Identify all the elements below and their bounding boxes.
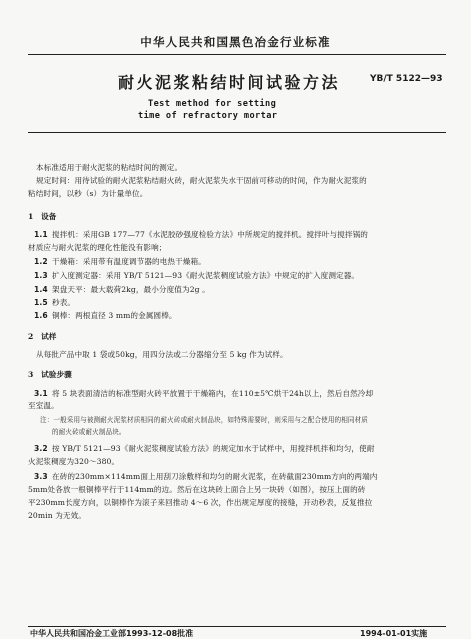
item-3-3-cont-3: 20min 为无效。 [28, 511, 86, 520]
item-3-2 [34, 443, 375, 454]
item-1-2 [34, 256, 206, 267]
item-text: 干燥箱：采用带有温度调节器的电热干燥箱。 [52, 257, 206, 266]
section-2-text: 从每批产品中取 1 袋或50kg，用四分法或二分器缩分至 5 kg 作为试样。 [36, 350, 288, 359]
intro-paragraph-1: 本标准适用于耐火泥浆的粘结时间的测定。 [36, 163, 183, 172]
item-3-3-cont-2: 平230mm长度方向，以铜棒作为滚子来回推动 4～6 次，作出规定厚度的接缝，开动秒表，反复推拉 [28, 498, 373, 507]
note-line-1: 注：一般采用与被测耐火泥浆材质相同的耐火砖或耐火制品块，如特殊需要时，则采用与之配合使用的相同材质 [40, 416, 368, 424]
item-1-1 [34, 229, 368, 240]
item-1-1-cont [28, 242, 167, 253]
effective-date: 1994-01-01实施 [360, 629, 428, 638]
item-text: 按 YB/T 5121—93《耐火泥浆稠度试验方法》的规定加水于试样中，用搅拌机拌和均匀，使耐 [52, 444, 375, 453]
english-title-line-2: time of refractory mortar [138, 111, 278, 121]
intro-paragraph-2b: 粘结时间，以秒（s）为计量单位。 [28, 189, 148, 198]
item-number: 1.5 [34, 298, 48, 307]
item-3-3 [34, 471, 377, 482]
item-text: 搅拌机：采用GB 177—77《水泥胶砂强度检验方法》中所规定的搅拌机。搅拌叶与搅拌锅的 [52, 230, 368, 239]
item-number: 1.1 [34, 230, 48, 239]
item-3-1-cont: 至室温。 [28, 401, 59, 410]
item-number: 1.6 [34, 311, 48, 320]
item-number: 3.1 [34, 389, 48, 398]
item-number: 3.3 [34, 472, 48, 481]
section-2-heading: 2 试样 [28, 332, 57, 341]
standard-title: 耐火泥浆粘结时间试验方法 [118, 73, 341, 92]
section-3-heading: 3 试验步骤 [28, 370, 72, 379]
item-text: 架盘天平：最大载荷2kg，最小分度值为2g 。 [52, 285, 210, 294]
item-text: 在砖的230mm×114mm面上用刮刀涂敷样和均匀的耐火泥浆，在砖截面230mm方向的两端内 [52, 472, 378, 481]
issuing-org-title: 中华人民共和国黑色冶金行业标准 [140, 35, 331, 49]
approval-line: 中华人民共和国冶金工业部1993-12-08批准 [30, 629, 194, 638]
item-text: 将 5 块表面清洁的标准型耐火砖平放置于干燥箱内，在110±5℃烘干24h以上，然后自然冷却 [52, 389, 374, 398]
header-rule [28, 54, 446, 55]
intro-paragraph-2a: 规定时间：用待试验的耐火泥浆粘结耐火砖，耐火泥浆失水干固前可移动的时间，作为耐火泥浆的 [36, 176, 367, 185]
item-number: 1.2 [34, 257, 48, 266]
item-number: 1.4 [34, 285, 48, 294]
item-number: 3.2 [34, 444, 48, 453]
title-rule [28, 132, 446, 133]
note-line-2: 的耐火砖或耐火制品块。 [52, 428, 126, 436]
standard-code: YB/T 5122—93 [370, 74, 443, 84]
item-text: 铜棒：两根直径 3 mm的金属圆棒。 [52, 311, 177, 320]
item-1-6 [34, 310, 177, 321]
item-text: 材质应与耐火泥浆的理化性能没有影响； [28, 243, 167, 252]
footer-rule [28, 626, 446, 627]
item-3-1 [34, 388, 373, 399]
item-3-3-cont-1: 5mm处各放一根铜棒平行于114mm的边。然后在这块砖上面合上另一块砖（如图），按压上面的砖 [28, 485, 366, 494]
english-title-line-1: Test method for setting [148, 99, 277, 109]
item-1-4 [34, 284, 210, 295]
item-text: 扩入度测定器：采用 YB/T 5121—93《耐火泥浆稠度试验方法》中规定的扩入度测定器。 [52, 271, 360, 280]
item-number: 1.3 [34, 271, 48, 280]
item-text: 秒表。 [52, 298, 76, 307]
item-3-2-cont: 火泥浆稠度为320～380。 [28, 457, 120, 466]
section-1-heading: 1 设备 [28, 212, 57, 221]
item-1-3 [34, 270, 359, 281]
item-1-5 [34, 297, 75, 308]
